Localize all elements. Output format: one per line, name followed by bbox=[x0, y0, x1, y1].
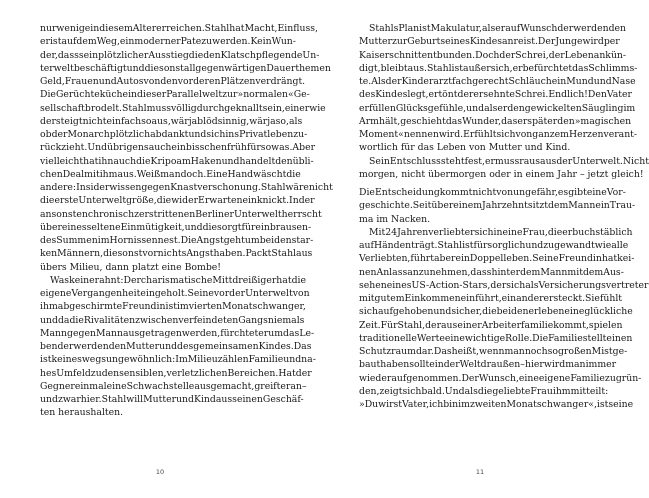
text-line: andere: Insiderwissen gegen Knastverschonung. Stahl wäre nicht bbox=[40, 182, 333, 193]
text-line: te. Als der Kinderarzt fachgerecht Schläuche in Mund und Nase bbox=[359, 76, 636, 87]
text-line: nur wenige in diesem Alter erreichen. Stahl hat Macht, Einfluss, bbox=[40, 23, 318, 34]
text-line: er ist auf dem Weg, ein moderner Pate zu werden. Kein Wun- bbox=[40, 36, 296, 48]
text-line: ihm abgeschirmte Freundin ist im vierten Monat schwanger, bbox=[40, 301, 306, 313]
text-line: des Kindes legt, ertönt der ersehnte Schrei. Endlich! Den Vater bbox=[359, 89, 632, 101]
left-page-number: 10 bbox=[155, 468, 165, 476]
text-line: über eines seltene Einmütigkeit, und die sorgt für ein brausen- bbox=[40, 221, 312, 233]
text-line: Mutter zur Geburt seines Kindes anreist. Der Junge wird per bbox=[359, 36, 620, 48]
text-line: Die Entscheidung kommt nicht von ungefähr, es gibt eine Vor- bbox=[359, 187, 626, 198]
text-line: »Du wirst Vater, ich bin im zweiten Monat schwanger«, ist seine bbox=[359, 399, 634, 410]
right-page-text bbox=[359, 22, 649, 411]
text-line: ist keineswegs ungewöhnlich: Im Milieu zählen Familie und na- bbox=[40, 354, 316, 366]
text-line: Gegner einmal eine Schwachstelle ausgemacht, greift er an – bbox=[40, 380, 307, 392]
text-line: traditionelle Werte eine wichtige Rolle. Die Familie stellt einen bbox=[359, 332, 633, 344]
right-page bbox=[320, 0, 649, 498]
text-line: Geld, Frauen und Autos von den vorderen Plätzen verdrängt. bbox=[40, 76, 306, 87]
text-line: Verliebten, führt aber ein Doppelleben. Seine Freundin hat kei- bbox=[359, 253, 635, 265]
text-line: Was keiner ahnt: Der charismatische Mittdreißiger hat die bbox=[50, 274, 307, 286]
text-line: übers Milieu, dann platzt eine Bombe! bbox=[40, 261, 222, 273]
text-line: Mit 24 Jahren verliebt er sich in eine Frau, die er buchstäblich bbox=[369, 226, 633, 238]
text-line: geschichte. Seit über einem Jahrzehnt sitzt dem Mann ein Trau- bbox=[359, 200, 636, 212]
text-line: Moment« nennen wird. Er fühlt sich von ganzem Herzen verant- bbox=[359, 129, 638, 140]
text-line: morgen, nicht übermorgen oder in einem Jahr – jetzt gleich! bbox=[359, 168, 644, 180]
text-line: digt, bleibt aus. Stahl ist außer sich, er befürchtet das Schlimms- bbox=[359, 62, 638, 74]
text-line: des Summen im Hornissennest. Die Angst geht um bei den star- bbox=[40, 235, 314, 246]
text-line: Schutzraum dar. Das heißt, wenn man noch so großen Mist ge- bbox=[359, 346, 628, 357]
text-line: Stahls Plan ist Makulatur, als er auf Wunsch der werdenden bbox=[369, 23, 627, 34]
text-line: Mann gegen Mann ausgetragen werden, fürchtet er um das Le- bbox=[40, 327, 315, 339]
text-line: ken Männern, die sonst vor nichts Angst haben. Packt Stahl aus bbox=[40, 248, 313, 260]
text-line: Arm hält, geschieht das Wunder, das er später den »magischen bbox=[359, 115, 632, 127]
text-line: und da die Rivalitäten zwischen verfeindeten Gangs niemals bbox=[40, 314, 305, 326]
text-line: Sein Entschluss steht fest, er muss raus aus der Unterwelt. Nicht bbox=[369, 155, 649, 167]
text-line: Zeit. Für Stahl, der aus einer Arbeiterfamilie kommt, spielen bbox=[359, 319, 623, 331]
text-line: sich aufgehoben und sicher, die beiden erleben eine glückliche bbox=[359, 306, 633, 318]
text-line: erfüllen Glücksgefühle, und als er den gewickelten Säugling im bbox=[359, 102, 636, 114]
text-line: die erste Unterweltgröße, die wider Erwarten einknickt. In der bbox=[40, 195, 315, 207]
text-line: wortlich für das Leben von Mutter und Kind. bbox=[359, 142, 571, 154]
text-line: den, zeigt sich bald. Und als die geliebte Frau ihm mitteilt: bbox=[359, 385, 609, 397]
text-line: hes Umfeld zu den sensiblen, verletzlichen Bereichen. Hat der bbox=[40, 367, 312, 379]
text-line: mit gutem Einkommen einführt, ein anderer steckt. Sie fühlt bbox=[359, 293, 623, 304]
text-line: ansonsten chronisch zerstrittenen Berliner Unterwelt herrscht bbox=[40, 208, 322, 220]
text-line: chen Deal mit ihm aus. Weiß man doch. Eine Hand wäscht die bbox=[40, 168, 301, 180]
text-line: terwelt beschäftigt und die sonst allgegenwärtigen Dauerthemen bbox=[40, 62, 331, 74]
text-line: ma im Nacken. bbox=[359, 213, 431, 225]
text-line: sellschaft brodelt. Stahl muss völlig durchgeknallt sein, einer wie bbox=[40, 102, 326, 114]
text-line: und zwar hier. Stahl will Mutter und Kind aus seinen Geschäf- bbox=[40, 394, 304, 405]
text-line: der, dass sein plötzlicher Ausstieg die den Klatsch pflegende Un- bbox=[40, 49, 320, 61]
text-line: ob der Monarch plötzlich abdankt und sich ins Privatleben zu- bbox=[40, 129, 308, 140]
text-line: eigene Vergangenheit eingeholt. Seine vor der Unterwelt von bbox=[40, 288, 310, 299]
text-line: sehen eines US-Action-Stars, der sich als Versicherungsvertreter bbox=[359, 279, 649, 291]
left-page-text bbox=[40, 22, 333, 420]
text-line: ben der werdenden Mutter und des gemeinsamen Kindes. Das bbox=[40, 341, 312, 352]
text-line: Kaiserschnitt entbunden. Doch der Schrei, der Leben ankün- bbox=[359, 49, 627, 61]
text-line: auf Händen trägt. Stahl ist fürsorglich und zugewandt wie alle bbox=[359, 240, 629, 251]
text-line: nen Anlass anzunehmen, dass hinter dem Mann mit dem Aus- bbox=[359, 266, 624, 278]
text-line: ten heraushalten. bbox=[40, 407, 124, 419]
text-line: rückzieht. Und übrigens auch ein bisschen früh für so was. Aber bbox=[40, 142, 316, 154]
text-line: Die Gerüchteküche in dieser Parallelwelt zur »normalen« Ge- bbox=[40, 89, 310, 101]
text-line: wieder aufgenommen. Der Wunsch, eine eigene Familie zu grün- bbox=[359, 372, 642, 384]
text-line: baut haben sollte in der Welt draußen – hier wird man immer bbox=[359, 359, 617, 371]
right-page-number: 11 bbox=[475, 468, 485, 476]
text-line: der steigt nicht einfach so aus, wär ja blödsinnig, wär ja so, als bbox=[40, 115, 303, 127]
text-line: vielleicht hat ihn auch die Kripo am Haken und handelt den übli- bbox=[40, 155, 314, 167]
